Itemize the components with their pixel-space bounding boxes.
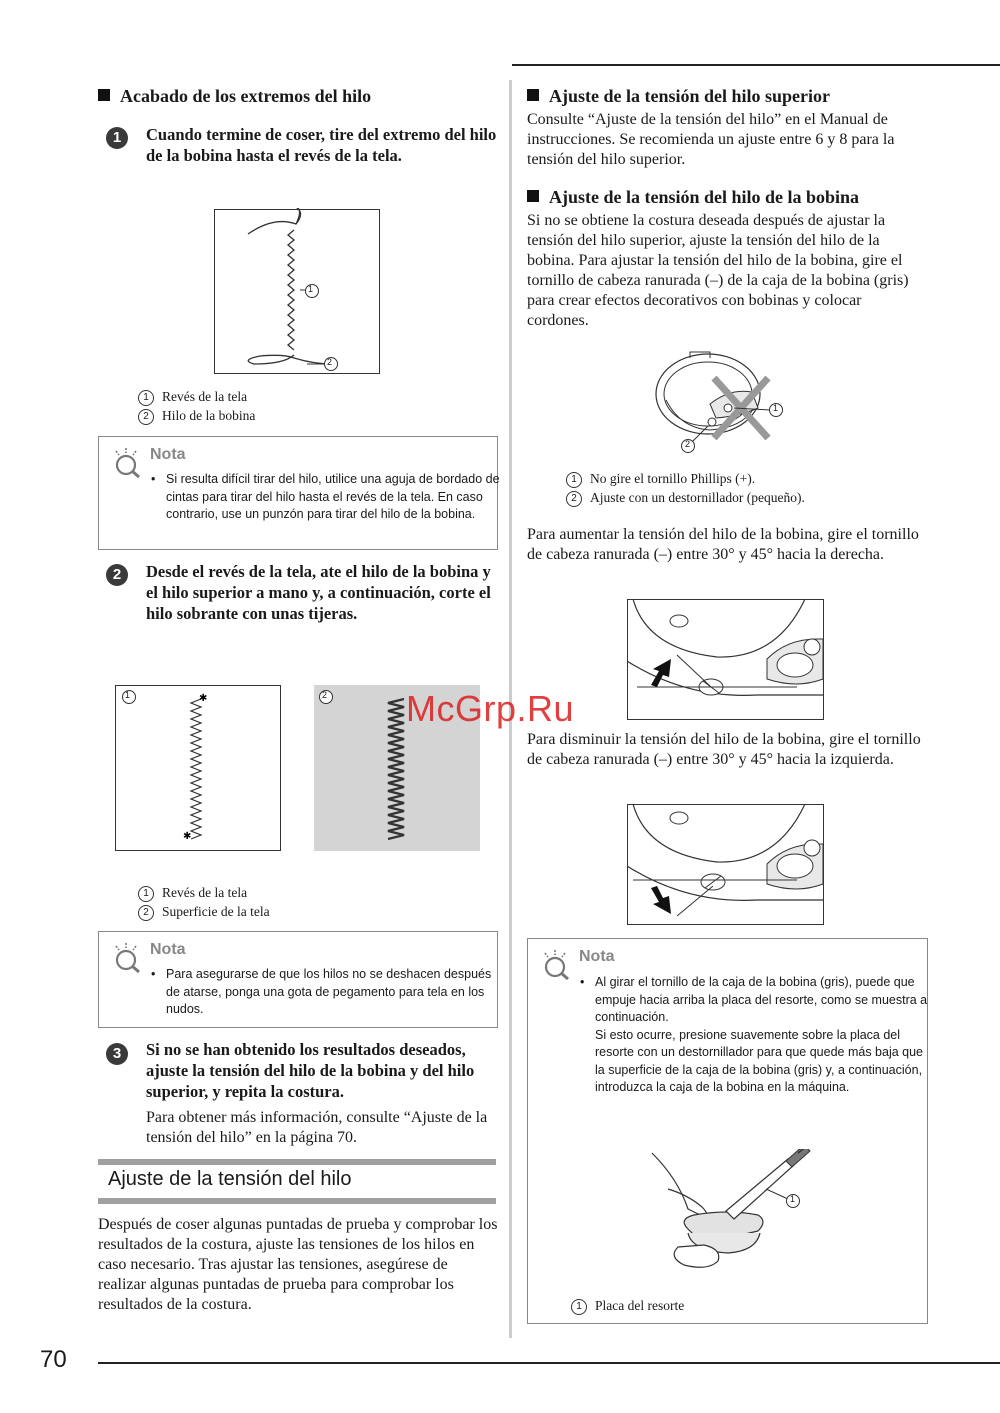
svg-text:✱: ✱ [199, 693, 208, 704]
section-heading-acabado: Acabado de los extremos del hilo [98, 86, 371, 107]
note-magnifier-icon [111, 940, 145, 974]
step-2-text: Desde el revés de la tela, ate el hilo de la bobina y el hilo superior a mano y, a continuación, corte el hilo sobrante con unas tijeras. [146, 562, 491, 623]
caption-number: 1 [566, 472, 582, 488]
caption-number: 2 [138, 409, 154, 425]
section-bar-bottom [98, 1198, 496, 1204]
svg-text:✱: ✱ [183, 831, 192, 842]
fig6-label-1: 1 [790, 1194, 796, 1204]
increase-tension-paragraph: Para aumentar la tensión del hilo de la bobina, gire el tornillo de cabeza ranurada (–) entre 30° y 45° hacia la derecha. [527, 526, 919, 563]
caption-number: 2 [138, 905, 154, 921]
step-1-badge: 1 [106, 127, 128, 149]
page-number: 70 [40, 1346, 67, 1373]
top-rule [512, 64, 1000, 66]
step-3-text: Si no se han obtenido los resultados deseados, ajuste la tensión del hilo de la bobina y del hilo superior, y repita la costura. [146, 1040, 475, 1101]
step-3-subtext: Para obtener más información, consulte “Ajuste de la tensión del hilo” en la página 70. [146, 1109, 488, 1146]
bullet-dot: • [151, 967, 156, 981]
fig1-captions: 1 Revés de la tela 2 Hilo de la bobina [138, 387, 255, 425]
upper-tension-paragraph: Consulte “Ajuste de la tensión del hilo” en el Manual de instrucciones. Se recomienda un ajuste entre 6 y 8 para la tensión del hilo superior. [527, 111, 895, 168]
bullet-dot: • [151, 472, 156, 486]
nota-box-1 [98, 436, 498, 550]
caption-number: 1 [138, 886, 154, 902]
heading-upper-tension: Ajuste de la tensión del hilo superior [527, 86, 830, 107]
nota-box-2 [98, 931, 498, 1028]
watermark-logo: McGrp.Ru [406, 688, 575, 729]
step-3-badge: 3 [106, 1043, 128, 1065]
step-1-text: Cuando termine de coser, tire del extremo del hilo de la bobina hasta el revés de la tela. [146, 125, 497, 165]
caption-number: 1 [571, 1299, 587, 1315]
figure-fabric-back [115, 685, 281, 851]
nota-1-title: Nota [150, 446, 186, 463]
fig2-captions: 1 Revés de la tela 2 Superficie de la tela [138, 883, 270, 921]
footer-rule [98, 1362, 1000, 1364]
heading-bobbin-tension: Ajuste de la tensión del hilo de la bobina [527, 187, 859, 208]
fig2-label-1: 1 [125, 690, 131, 700]
nota-2-title: Nota [150, 941, 186, 958]
note-magnifier-icon [111, 445, 145, 479]
fig1-label-1: 1 [308, 284, 314, 294]
fig2-label-2: 2 [322, 690, 328, 700]
section-title-tension: Ajuste de la tensión del hilo [108, 1168, 352, 1190]
figure-turn-left [627, 804, 824, 925]
bullet-dot: • [580, 975, 585, 989]
nota-box-3 [527, 938, 928, 1324]
fig3-label-2: 2 [685, 439, 691, 449]
section-bar-top [98, 1159, 496, 1165]
note-magnifier-icon [540, 947, 574, 981]
step-2-badge: 2 [106, 564, 128, 586]
nota-2-text: • Para asegurarse de que los hilos no se deshacen después de atarse, ponga una gota de pegamento para tela en los nudos. [151, 967, 492, 1016]
fig6-caption: 1 Placa del resorte [571, 1296, 684, 1315]
figure-bobbin-case-screws [650, 348, 790, 460]
square-bullet-icon [527, 190, 539, 202]
square-bullet-icon [527, 89, 539, 101]
decrease-tension-paragraph: Para disminuir la tensión del hilo de la bobina, gire el tornillo de cabeza ranurada (–) entre 30° y 45° hacia la izquierda. [527, 731, 921, 768]
nota-3-title: Nota [579, 948, 615, 965]
caption-number: 1 [138, 390, 154, 406]
figure-turn-right [627, 599, 824, 720]
figure-bobbin-thread-pull [214, 208, 380, 374]
section-2-paragraph: Después de coser algunas puntadas de prueba y comprobar los resultados de la costura, ajuste las tensiones de los hilos en caso necesario. Tras ajustar las tensiones, asegúrese de realizar algunas puntadas de prueba para comprobar los resultados de la costura. [98, 1216, 498, 1313]
fig3-captions: 1 No gire el tornillo Phillips (+). 2 Ajuste con un destornillador (pequeño). [566, 469, 805, 507]
caption-number: 2 [566, 491, 582, 507]
fig3-label-1: 1 [773, 403, 779, 413]
bobbin-tension-paragraph: Si no se obtiene la costura deseada después de ajustar la tensión del hilo superior, ajuste la tensión del hilo de la bobina. Para ajustar la tensión del hilo de la bobina, gire el tornillo de cabeza ranurada (–) de la caja de la bobina (gris) para crear efectos decorativos con bobinas y colocar cordones. [527, 212, 909, 329]
figure-spring-plate [648, 1149, 818, 1279]
nota-3-text: • Al girar el tornillo de la caja de la bobina (gris), puede que empuje hacia arriba la placa del resorte, como se muestra a continuación. Si esto ocurre, presione suavemente sobre la placa del resorte con un destornillador para que quede más baja que la superficie de la caja de la bobina (gris) y, a continuación, introduzca la caja de la bobina en la máquina. [580, 975, 928, 1094]
fig1-label-2: 2 [327, 357, 333, 367]
square-bullet-icon [98, 89, 110, 101]
nota-1-text: • Si resulta difícil tirar del hilo, utilice una aguja de bordado de cintas para tirar del hilo hasta el revés de la tela. En caso contrario, use un punzón para tirar del hilo de la bobina. [151, 472, 500, 521]
